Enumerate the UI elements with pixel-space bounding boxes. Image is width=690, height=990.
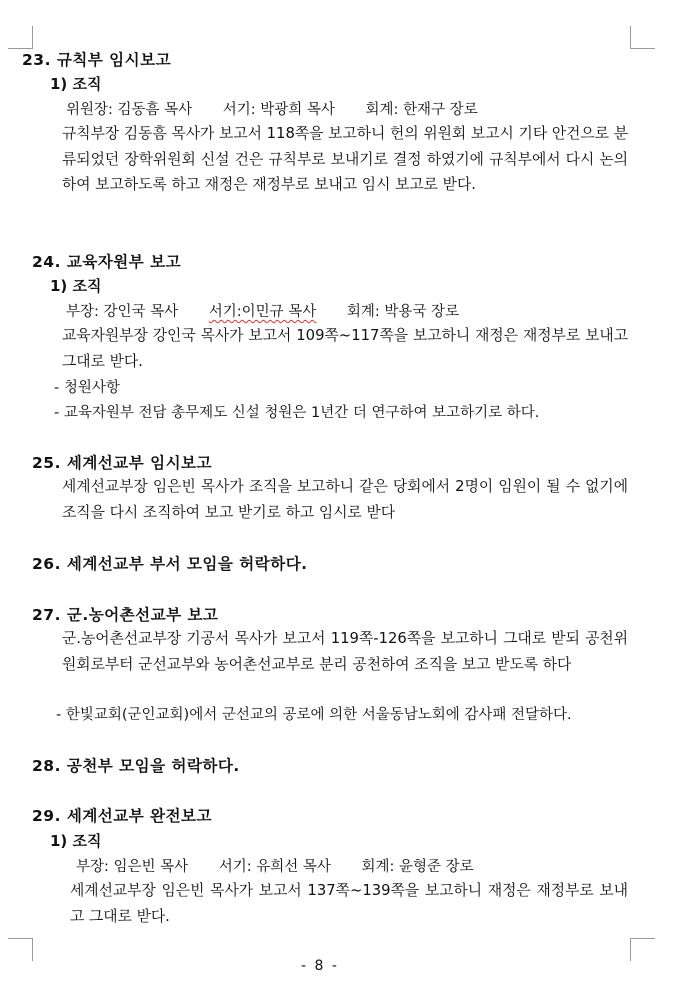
subsection-heading: 1) 조직	[50, 277, 102, 295]
section-heading: 25. 세계선교부 임시보고	[32, 454, 213, 472]
section-heading: 24. 교육자원부 보고	[32, 253, 182, 271]
treasurer-member: 회계: 윤형준 장로	[361, 859, 474, 875]
report-paragraph: 군.농어촌선교부장 기공서 목사가 보고서 119쪽-126쪽을 보고하니 그대로 받되 공천위원회로부터 군선교부와 농어촌선교부로 분리 공천하여 조직을 보고 받도록 하다	[62, 630, 628, 673]
petition-item: - 청원사항	[54, 380, 120, 396]
chair-member: 부장: 강인국 목사	[66, 304, 179, 320]
organization-members	[76, 855, 500, 876]
secretary-member: 서기: 유희선 목사	[218, 859, 331, 875]
report-paragraph: 세계선교부장 임은빈 목사가 보고서 137쪽~139쪽을 보고하니 재정은 재정부로 보내고 그대로 받다.	[70, 882, 628, 925]
section-heading: 28. 공천부 모임을 허락하다.	[32, 757, 240, 775]
organization-members	[66, 300, 485, 321]
note-item: - 한빛교회(군인교회)에서 군선교의 공로에 의한 서울동남노회에 감사패 전달하다.	[56, 707, 572, 723]
treasurer-member: 회계: 박용국 장로	[346, 304, 460, 320]
page-number: - 8 -	[301, 958, 339, 974]
petition-item: - 교육자원부 전담 총무제도 신설 청원은 1년간 더 연구하여 보고하기로 하다.	[54, 405, 540, 421]
treasurer-member: 회계: 한재구 장로	[365, 102, 478, 118]
chair-member: 위원장: 김동흠 목사	[66, 102, 193, 118]
report-paragraph: 세계선교부장 임은빈 목사가 조직을 보고하니 같은 당회에서 2명이 임원이 될 수 없기에 조직을 다시 조직하여 보고 받기로 하고 임시로 받다	[62, 478, 628, 521]
secretary-member: 서기: 박광희 목사	[222, 102, 335, 118]
chair-member: 부장: 임은빈 목사	[76, 859, 189, 875]
section-heading: 26. 세계선교부 부서 모임을 허락하다.	[32, 555, 308, 573]
subsection-heading: 1) 조직	[50, 75, 102, 93]
subsection-heading: 1) 조직	[50, 832, 102, 850]
report-paragraph: 교육자원부장 강인국 목사가 보고서 109쪽~117쪽을 보고하니 재정은 재정부로 보내고 그대로 받다.	[62, 327, 628, 370]
section-heading: 27. 군.농어촌선교부 보고	[32, 606, 219, 624]
section-heading: 23. 규칙부 임시보고	[22, 51, 172, 69]
report-paragraph: 규칙부장 김동흠 목사가 보고서 118쪽을 보고하니 헌의 위원회 보고시 기타 안건으로 분류되었던 장학위원회 신설 건은 규칙부로 보내기로 결정 하였기에 규칙부에서 다시 논의 하여 보고하도록 하고 재정은 재정부로 보내고 임시 보고로 받다.	[62, 125, 628, 193]
secretary-member: 서기:이민규 목사	[208, 304, 317, 320]
organization-members	[66, 98, 504, 119]
section-heading: 29. 세계선교부 완전보고	[32, 807, 213, 825]
